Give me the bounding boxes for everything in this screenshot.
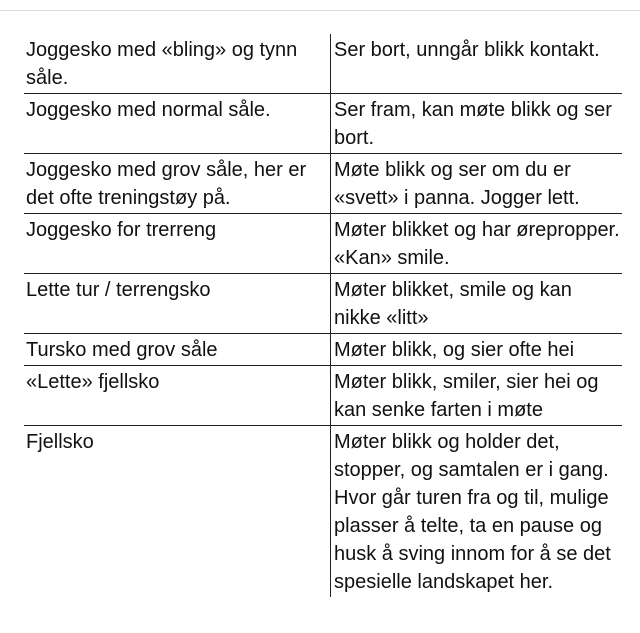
- behavior-cell: Møter blikket, smile og kan nikke «litt»: [331, 274, 623, 334]
- table-row: [24, 334, 622, 366]
- table-row: [24, 274, 622, 334]
- top-divider: [0, 10, 640, 11]
- shoe-cell: Lette tur / terrengsko: [24, 274, 331, 334]
- behavior-cell: Møter blikk og holder det, stopper, og samtalen er i gang. Hvor går turen fra og til, mulige plasser å telte, ta en pause og husk å sving innom for å se det spesielle landskapet her.: [331, 426, 623, 598]
- behavior-cell: Møter blikket og har ørepropper. «Kan» smile.: [331, 214, 623, 274]
- behavior-cell: Møter blikk, smiler, sier hei og kan senke farten i møte: [331, 366, 623, 426]
- table-row: [24, 366, 622, 426]
- shoe-behavior-table: [24, 34, 622, 597]
- behavior-cell: Møter blikk, og sier ofte hei: [331, 334, 623, 366]
- table-row: [24, 34, 622, 94]
- table-row: [24, 426, 622, 598]
- table-row: [24, 214, 622, 274]
- table-row: [24, 154, 622, 214]
- shoe-cell: Joggesko med «bling» og tynn såle.: [24, 34, 331, 94]
- shoe-cell: Fjellsko: [26, 431, 94, 453]
- shoe-cell: Joggesko med normal såle.: [24, 94, 331, 154]
- shoe-cell: Tursko med grov såle: [24, 334, 331, 366]
- shoe-cell: «Lette» fjellsko: [24, 366, 331, 426]
- shoe-cell: Joggesko med grov såle, her er det ofte treningstøy på.: [24, 154, 331, 214]
- table-row: [24, 94, 622, 154]
- behavior-cell: Ser bort, unngår blikk kontakt.: [331, 34, 623, 94]
- shoe-cell: Joggesko for trerreng: [24, 214, 331, 274]
- behavior-cell: Ser fram, kan møte blikk og ser bort.: [331, 94, 623, 154]
- behavior-cell: Møte blikk og ser om du er «svett» i panna. Jogger lett.: [331, 154, 623, 214]
